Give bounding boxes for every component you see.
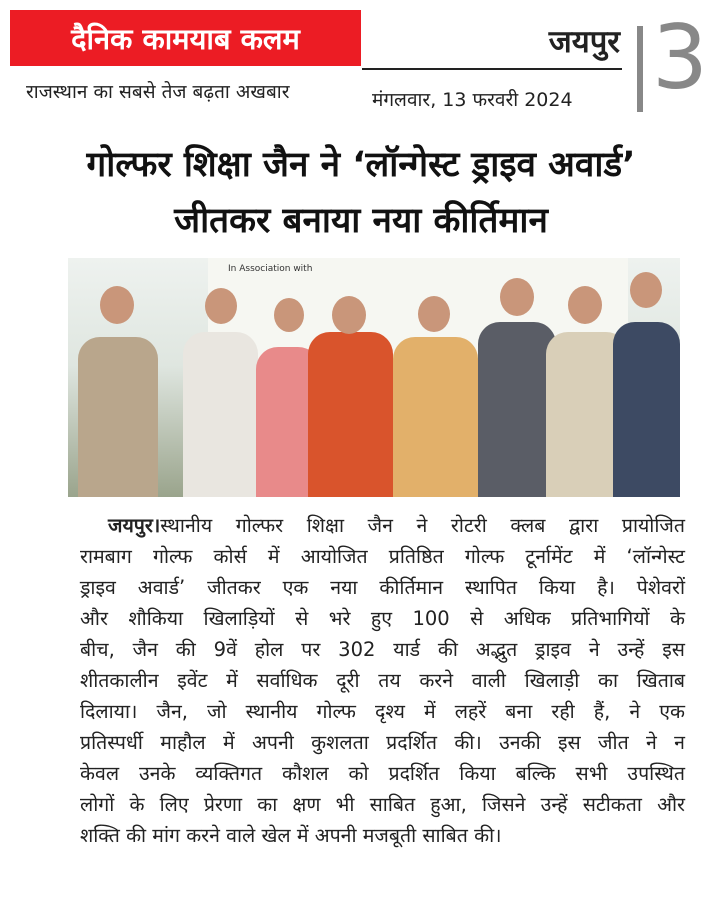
- person-head: [205, 288, 237, 324]
- header-divider: [362, 68, 622, 70]
- article-line: शीतकालीन इवेंट में सर्वाधिक दूरी तय करने वाली खिलाड़ी का खिताब: [80, 669, 685, 692]
- person-head: [418, 296, 450, 332]
- article-line: शक्ति की मांग करने वाले खेल में अपनी मजबूती साबित की।: [80, 824, 502, 847]
- person: [183, 332, 258, 497]
- article-line: दिलाया। जैन, जो स्थानीय गोल्फ दृश्य में लहरें बना रही हैं, ने एक: [80, 700, 685, 723]
- article-line: बीच, जैन की 9वें होल पर 302 यार्ड की अद्भुत ड्राइव ने उन्हें इस: [80, 638, 685, 661]
- article-dateline: जयपुर।: [108, 514, 161, 537]
- person-head: [630, 272, 662, 308]
- person-head: [332, 296, 366, 334]
- person-head: [274, 298, 304, 332]
- person: [613, 322, 680, 497]
- page-number-bar: [637, 26, 643, 112]
- news-photo: [68, 258, 680, 497]
- article-line: लोगों के लिए प्रेरणा का क्षण भी साबित हुआ, जिसने उन्हें सटीकता और: [80, 793, 685, 816]
- edition-date: मंगलवार, 13 फरवरी 2024: [372, 89, 573, 111]
- headline-line-1: गोल्फर शिक्षा जैन ने ‘लॉन्गेस्ट ड्राइव अवार्ड’: [86, 145, 636, 185]
- person-head: [500, 278, 534, 316]
- person: [393, 337, 478, 497]
- edition-city: जयपुर: [548, 24, 620, 60]
- article-line: प्रतिस्पर्धी माहौल में अपनी कुशलता प्रदर्शित की। उनकी इस जीत ने न: [80, 731, 685, 754]
- newspaper-masthead: दैनिक कामयाब कलम: [10, 10, 361, 66]
- person: [478, 322, 556, 497]
- page-number: 3: [652, 6, 708, 109]
- person: [308, 332, 393, 497]
- banner-text: In Association with: [228, 264, 313, 274]
- person: [78, 337, 158, 497]
- article-line: ड्राइव अवार्ड’ जीतकर एक नया कीर्तिमान स्थापित किया है। पेशेवरों: [80, 576, 685, 599]
- person-head: [568, 286, 602, 324]
- article-line: रामबाग गोल्फ कोर्स में आयोजित प्रतिष्ठित गोल्फ टूर्नामेंट में ‘लॉन्गेस्ट: [80, 545, 685, 568]
- person-head: [100, 286, 134, 324]
- article-text: स्थानीय गोल्फर शिक्षा जैन ने रोटरी क्लब द्वारा प्रायोजित: [160, 514, 685, 537]
- article-line: और शौकिया खिलाड़ियों से भरे हुए 100 से अधिक प्रतिभागियों के: [80, 607, 685, 630]
- article-line: केवल उनके व्यक्तिगत कौशल को प्रदर्शित किया बल्कि सभी उपस्थित: [80, 762, 685, 785]
- headline-line-2: जीतकर बनाया नया कीर्तिमान: [174, 201, 548, 241]
- masthead-tagline: राजस्थान का सबसे तेज बढ़ता अखबार: [26, 81, 290, 103]
- article-line: [108, 510, 685, 541]
